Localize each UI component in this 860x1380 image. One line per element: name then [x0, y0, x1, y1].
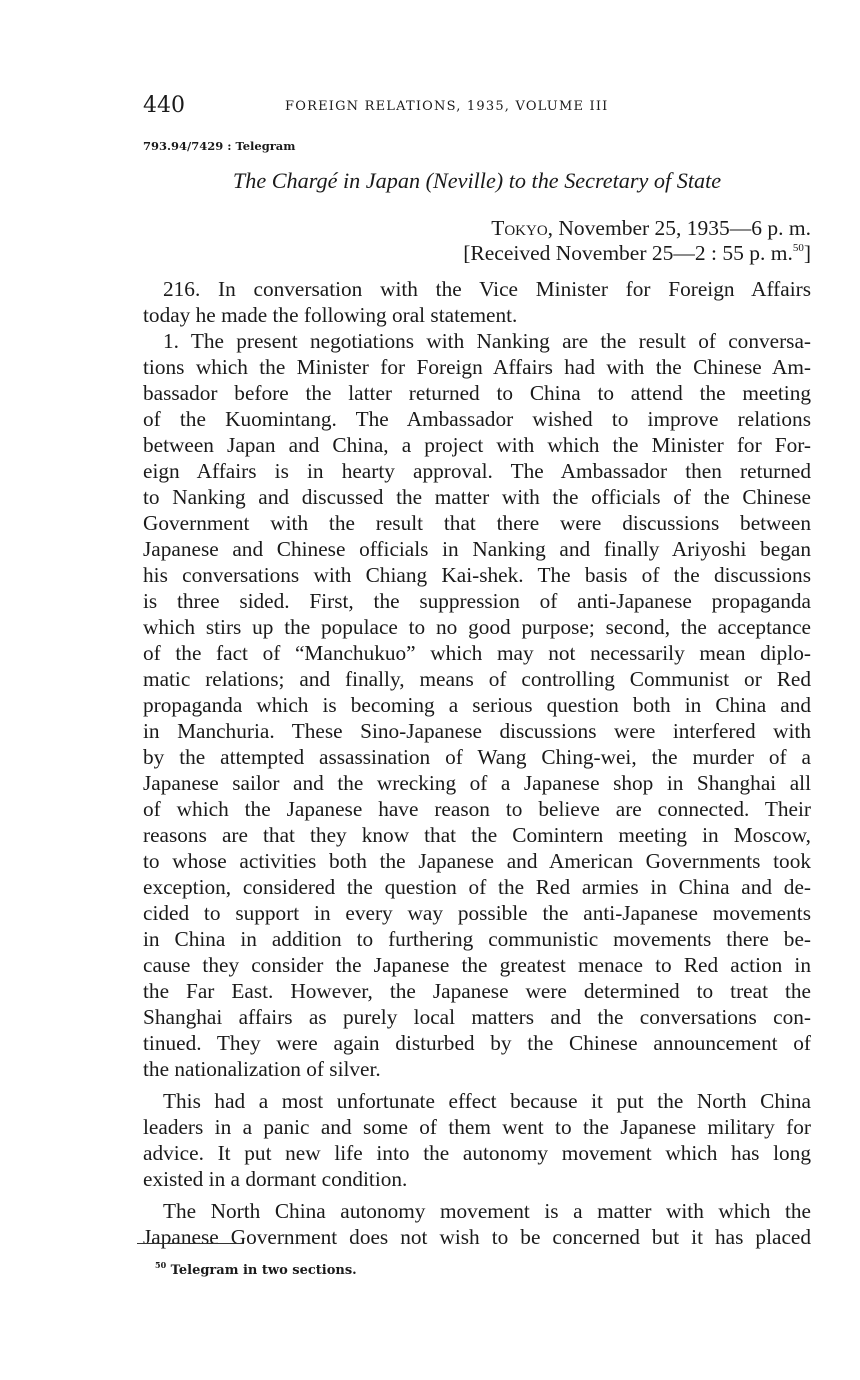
text-line: tinued. They were again disturbed by the Chinese announcement of	[143, 1031, 811, 1055]
text-line: between Japan and China, a project with which the Minister for For-	[143, 433, 811, 457]
text-line: propaganda which is becoming a serious question both in China and	[143, 693, 811, 717]
text-line: existed in a dormant condition.	[143, 1167, 408, 1191]
received-text: [Received November 25—2 : 55 p. m.	[463, 241, 793, 265]
text-line: of the fact of “Manchukuo” which may not necessarily mean diplo-	[143, 641, 811, 665]
footnote-marker: 50	[155, 1260, 167, 1270]
document-title: The Chargé in Japan (Neville) to the Secretary of State	[232, 168, 722, 193]
page-number: 440	[143, 93, 185, 118]
text-line: is three sided. First, the suppression of anti-Japanese propaganda	[143, 589, 811, 613]
received-close: ]	[803, 241, 811, 265]
text-line: The North China autonomy movement is a matter with which the	[163, 1199, 811, 1223]
footnote	[155, 1262, 357, 1280]
text-line: the nationalization of silver.	[143, 1057, 381, 1081]
text-line: which stirs up the populace to no good purpose; second, the acceptance	[143, 615, 811, 639]
dateline-date: , November 25, 1935—6 p. m.	[547, 216, 811, 240]
paragraph	[143, 276, 811, 328]
paragraph	[143, 328, 811, 1082]
dateline-received	[463, 241, 811, 266]
text-line: 216. In conversation with the Vice Minister for Foreign Affairs	[163, 277, 811, 301]
footnote-divider	[137, 1243, 244, 1244]
text-line: of which the Japanese have reason to believe are connected. Their	[143, 797, 811, 821]
text-line: by the attempted assassination of Wang Ching-wei, the murder of a	[143, 745, 811, 769]
text-line: eign Affairs is in hearty approval. The Ambassador then returned	[143, 459, 811, 483]
text-line: in China in addition to furthering communistic movements there be-	[143, 927, 811, 951]
footnote-reference: 50	[792, 242, 804, 254]
text-line: Government with the result that there were discussions between	[143, 511, 811, 535]
telegram-body	[143, 276, 811, 1250]
text-line: to whose activities both the Japanese and American Governments took	[143, 849, 811, 873]
text-line: advice. It put new life into the autonomy movement which has long	[143, 1141, 811, 1165]
text-line: cause they consider the Japanese the greatest menace to Red action in	[143, 953, 811, 977]
text-line: Shanghai affairs as purely local matters and the conversations con-	[143, 1005, 811, 1029]
text-line: his conversations with Chiang Kai-shek. The basis of the discussions	[143, 563, 811, 587]
text-line: reasons are that they know that the Comintern meeting in Moscow,	[143, 823, 811, 847]
running-head: FOREIGN RELATIONS, 1935, VOLUME III	[285, 99, 609, 114]
dateline-sent	[463, 216, 811, 241]
text-line: of the Kuomintang. The Ambassador wished to improve relations	[143, 407, 811, 431]
page-header	[143, 93, 811, 123]
text-line: the Far East. However, the Japanese were determined to treat the	[143, 979, 811, 1003]
text-line: to Nanking and discussed the matter with the officials of the Chinese	[143, 485, 811, 509]
text-line: in Manchuria. These Sino-Japanese discussions were interfered with	[143, 719, 811, 743]
text-line: exception, considered the question of the Red armies in China and de-	[143, 875, 811, 899]
text-line: tions which the Minister for Foreign Affairs had with the Chinese Am-	[143, 355, 811, 379]
paragraph	[143, 1088, 811, 1192]
text-line: bassador before the latter returned to China to attend the meeting	[143, 381, 811, 405]
text-line: cided to support in every way possible the anti-Japanese movements	[143, 901, 811, 925]
text-line: today he made the following oral statement.	[143, 303, 518, 327]
dateline	[463, 216, 811, 266]
file-reference: 793.94/7429 : Telegram	[143, 139, 296, 153]
text-line: matic relations; and finally, means of controlling Communist or Red	[143, 667, 811, 691]
text-line: Japanese sailor and the wrecking of a Japanese shop in Shanghai all	[143, 771, 811, 795]
text-line: leaders in a panic and some of them went to the Japanese military for	[143, 1115, 811, 1139]
footnote-text: Telegram in two sections.	[170, 1263, 357, 1278]
text-line: Japanese Government does not wish to be concerned but it has placed	[143, 1225, 811, 1249]
dateline-place: Tokyo	[491, 216, 548, 240]
text-line: This had a most unfortunate effect because it put the North China	[163, 1089, 811, 1113]
text-line: 1. The present negotiations with Nanking are the result of conversa-	[163, 329, 811, 353]
text-line: Japanese and Chinese officials in Nanking and finally Ariyoshi began	[143, 537, 811, 561]
